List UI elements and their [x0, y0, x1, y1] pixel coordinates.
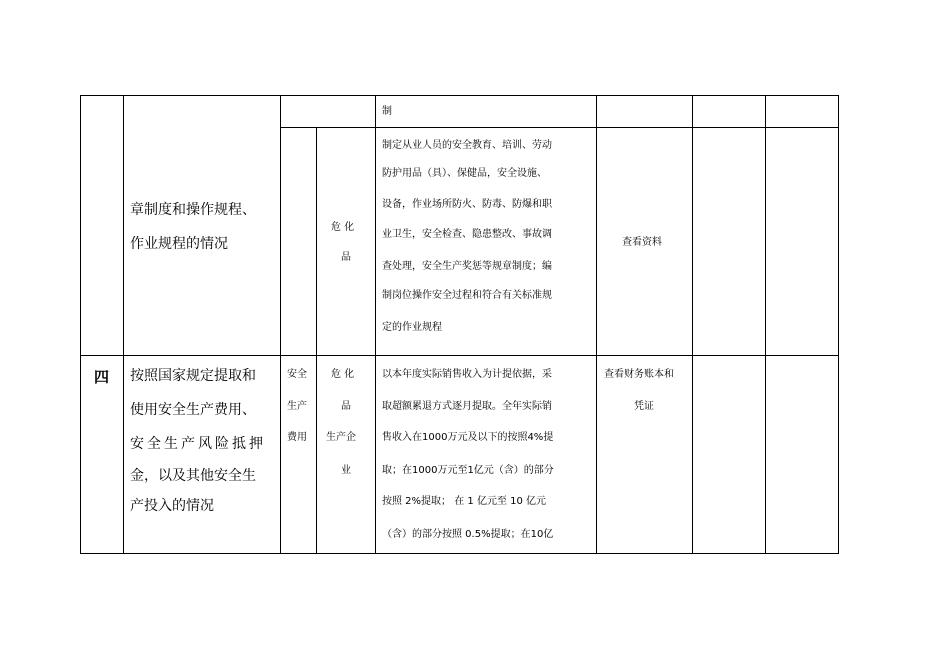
item-cell-line: 章制度和操作规程、 — [130, 202, 256, 218]
content-cell-line: 以本年度实际销售收入为计提依据，采 — [382, 369, 552, 380]
table-border-top — [80, 95, 838, 96]
column-divider — [280, 95, 281, 554]
type-cell-line: 安全 — [287, 369, 307, 380]
category-cell-line: 危 化 — [331, 369, 355, 380]
method-cell-line: 查看财务账本和 — [604, 369, 674, 380]
content-cell-line: （含）的部分按照 0.5%提取；在10亿 — [382, 529, 554, 540]
content-cell-line: 取超额累退方式逐月提取。全年实际销 — [382, 401, 552, 412]
category-cell-line: 品 — [341, 401, 351, 412]
item-cell-line: 使用安全生产费用、 — [130, 402, 256, 418]
content-cell-line: 防护用品（具）、保健品，安全设施、 — [382, 168, 547, 179]
content-cell-line: 制定从业人员的安全教育、培训、劳动 — [382, 140, 552, 151]
content-cell-line: 售收入在1000万元及以下的按照4%提 — [382, 432, 554, 443]
item-cell-line: 金，以及其他安全生 — [130, 468, 256, 484]
content-cell-line: 查处理，安全生产奖惩等规章制度；编 — [382, 261, 552, 272]
category-cell-line: 品 — [341, 252, 351, 263]
content-cell-line: 定的作业规程 — [382, 322, 442, 333]
column-divider — [596, 95, 597, 554]
content-cell-line: 业卫生，安全检查、隐患整改、事故调 — [382, 229, 552, 240]
type-cell-line: 生产 — [287, 401, 307, 412]
type-cell-line: 费用 — [287, 432, 307, 443]
column-divider — [765, 95, 766, 554]
column-divider — [375, 95, 376, 554]
method-cell: 查看资料 — [622, 237, 662, 248]
column-divider — [316, 127, 317, 554]
category-cell-line: 业 — [341, 465, 351, 476]
table-border-bottom — [80, 553, 838, 554]
item-cell-line: 作业规程的情况 — [130, 236, 228, 252]
content-cell-line: 取；在1000万元至1亿元（含）的部分 — [382, 465, 554, 476]
method-cell-line: 凭证 — [634, 401, 654, 412]
column-divider — [123, 95, 124, 554]
row-divider — [80, 355, 838, 356]
content-cell-line: 制岗位操作安全过程和符合有关标准规 — [382, 290, 552, 301]
item-cell-line: 产投入的情况 — [130, 498, 214, 514]
table-border-right — [838, 95, 839, 554]
column-divider — [692, 95, 693, 554]
item-cell-line: 安全生产风险抵押 — [130, 436, 266, 452]
category-cell-line: 生产企 — [326, 432, 356, 443]
category-cell-line: 危 化 — [331, 222, 355, 233]
row-divider — [280, 127, 838, 128]
content-cell-line: 按照 2%提取； 在 1 亿元至 10 亿元 — [382, 496, 547, 507]
row-number: 四 — [94, 368, 110, 386]
content-cell-line: 设备，作业场所防火、防毒、防爆和职 — [382, 199, 552, 210]
content-cell-line: 制 — [382, 106, 392, 117]
item-cell-line: 按照国家规定提取和 — [130, 368, 256, 384]
table-border-left — [80, 95, 81, 554]
